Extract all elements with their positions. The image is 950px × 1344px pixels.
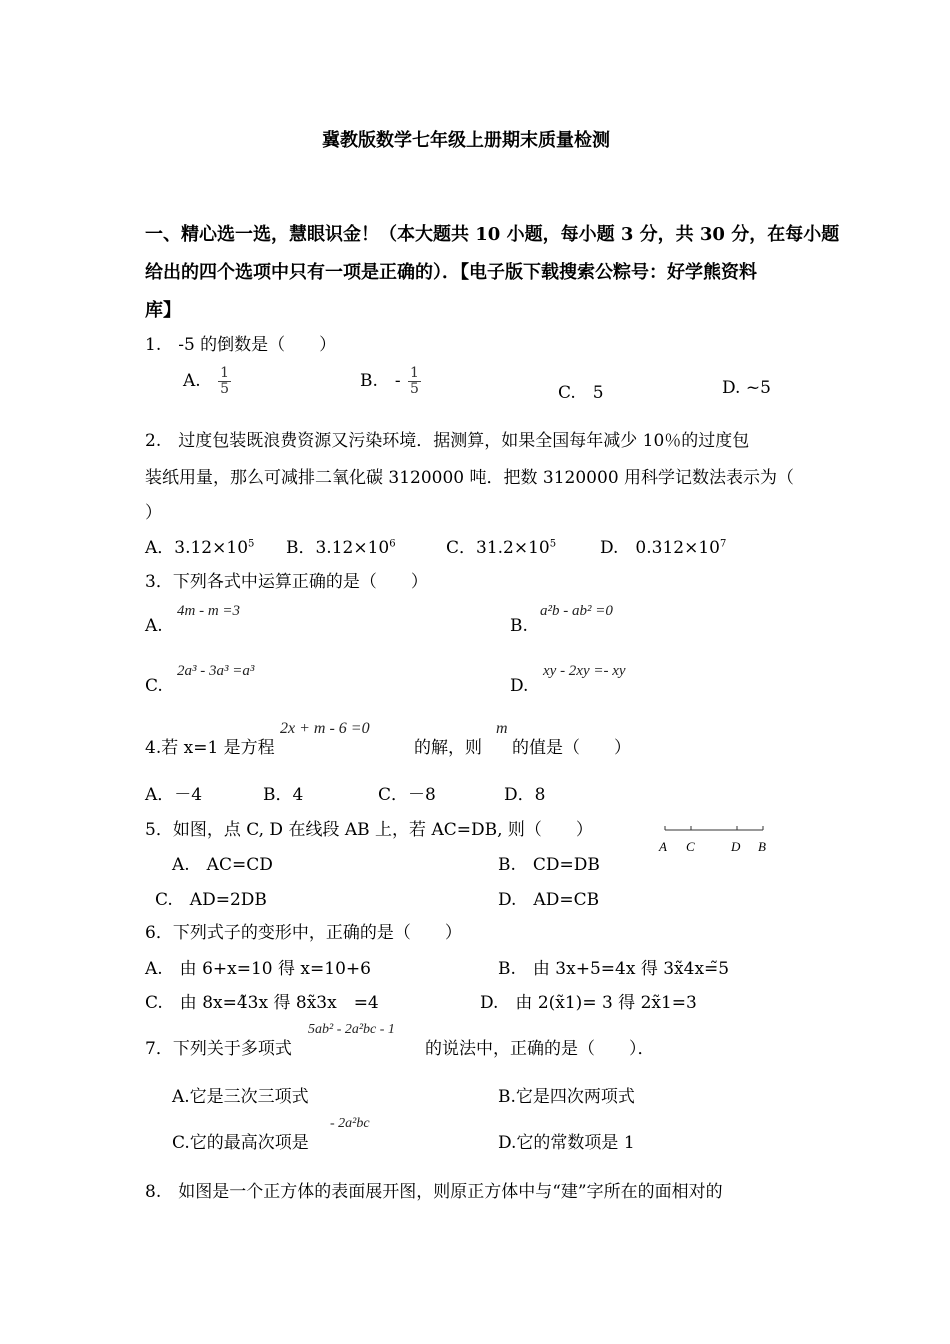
q4-stem-post: 的值是（ ） [512,738,631,758]
section-heading-line2: 给出的四个选项中只有一项是正确的）．【电子版下载搜索公粽号：好学熊资料 [145,262,757,283]
q1-stem: 1. -5 的倒数是（ ） [145,335,337,355]
q8-line1: 8. 如图是一个正方体的表面展开图，则原正方体中与“建”字所在的面相对的 [145,1182,723,1202]
q4-option-c: C．－8 [378,785,436,805]
q2-a-exponent: 5 [248,538,255,550]
q7-option-c: C.它的最高次项是 [172,1133,309,1153]
q4-option-d: D．8 [504,785,546,805]
q3-d-expression: xy - 2xy =- xy [543,663,626,679]
q2-b-text: B．3.12×10 [286,538,390,558]
q6-option-a: A. 由 6+x=10 得 x=10+6 [145,959,371,979]
q6-option-c: C. 由 8x=4̃3x 得 8x̃3x =4 [145,993,379,1013]
q1-a-numerator: 1 [220,365,230,381]
q2-option-d [600,533,726,558]
q2-option-b [286,533,396,558]
q5-option-d: D. AD=CB [498,890,600,910]
q4-option-b: B．4 [263,785,304,805]
q2-option-c [446,533,556,558]
q7-stem-pre: 7．下列关于多项式 [145,1039,292,1059]
q1-option-d: D. ~5 [722,378,771,398]
q2-a-text: A．3.12×10 [145,538,249,558]
q2-c-exponent: 5 [549,538,557,550]
q3-b-label: B. [510,616,528,636]
point-label-b: B [758,839,766,854]
q4-stem-mid: 的解，则 [414,738,482,758]
q6-option-d: D. 由 2(x̃1)= 3 得 2x̃1=3 [480,993,697,1013]
q2-line3: ） [145,503,162,523]
point-label-d: D [731,839,741,854]
q6-stem: 6．下列式子的变形中，正确的是（ ） [145,923,462,943]
q4-equation: 2x + m - 6 =0 [280,720,370,737]
q3-a-expression: 4m - m =3 [177,603,241,619]
q7-option-b: B.它是四次两项式 [498,1087,635,1107]
q7-polynomial: 5ab² - 2a²bc - 1 [308,1022,395,1037]
q3-d-label: D. [510,676,529,696]
q1-b-numerator: 1 [410,365,419,381]
section-heading-line3: 库】 [145,300,181,321]
q1-option-c: C. 5 [558,383,604,403]
q3-stem: 3．下列各式中运算正确的是（ ） [145,572,428,592]
q4-option-a: A．－4 [145,785,203,805]
q2-b-exponent: 6 [389,538,396,550]
q7-c-expression: - 2a²bc [330,1116,370,1131]
q1-a-denominator: 5 [220,381,230,397]
q5-option-a: A. AC=CD [172,855,273,875]
section-heading-line1: 一、精心选一选，慧眼识金！（本大题共 10 小题，每小题 3 分，共 30 分，在每小题 [145,224,840,245]
q4-stem-pre: 4.若 x=1 是方程 [145,738,275,758]
q6-option-b: B. 由 3x+5=4x 得 3x̃4x=̃5 [498,959,730,979]
q7-option-a: A.它是三次三项式 [172,1087,309,1107]
q2-line2: 装纸用量，那么可减排二氧化碳 3120000 吨．把数 3120000 用科学记数法表示为（ [145,468,795,488]
q2-option-a [145,533,254,558]
q2-d-text: D. 0.312×10 [600,538,720,558]
q2-line1: 2. 过度包装既浪费资源又污染环境．据测算，如果全国每年减少 10％的过度包 [145,431,750,451]
page-title: 冀教版数学七年级上册期末质量检测 [322,130,610,151]
q5-segment-figure [655,820,775,860]
q1-b-fraction [408,366,421,397]
q3-c-expression: 2a³ - 3a³ =a³ [177,663,255,679]
q1-b-label: B. - [360,371,401,391]
q4-variable: m [496,720,508,737]
q1-option-a [183,366,231,397]
q5-option-c: C. AD=2DB [155,890,267,910]
q2-c-text: C．31.2×10 [446,538,550,558]
q7-option-d: D.它的常数项是 1 [498,1133,635,1153]
q3-c-label: C. [145,676,163,696]
q1-a-label: A. [183,371,201,391]
q5-option-b: B. CD=DB [498,855,600,875]
q2-d-exponent: 7 [719,538,727,550]
point-label-c: C [686,839,695,854]
q1-b-denominator: 5 [410,381,419,397]
q3-b-expression: a²b - ab² =0 [540,603,613,619]
q3-a-label: A. [145,616,163,636]
point-label-a: A [659,839,667,854]
q1-option-b [360,366,421,397]
q1-a-fraction [218,366,231,397]
q5-stem: 5．如图，点 C, D 在线段 AB 上，若 AC=DB, 则（ ） [145,820,593,840]
q7-stem-post: 的说法中，正确的是（ ）． [425,1039,655,1059]
